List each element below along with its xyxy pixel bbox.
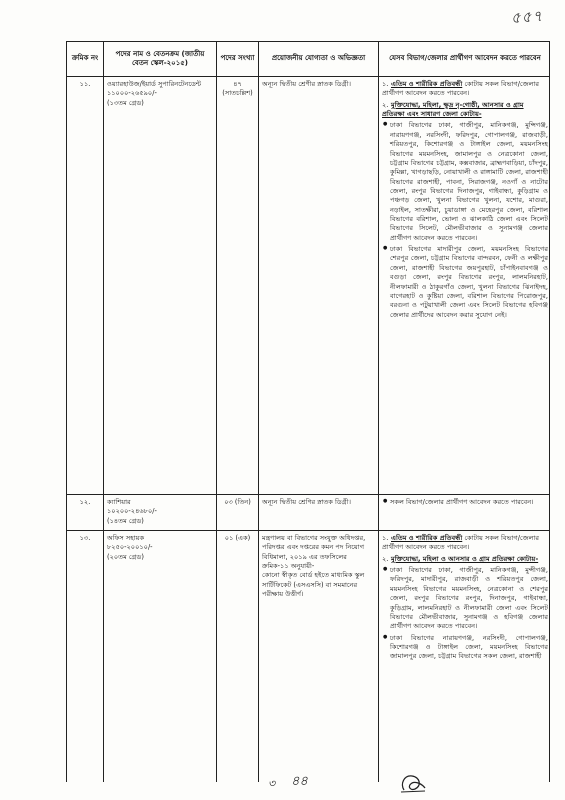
count-cell: ০৩ (তিন)	[217, 495, 259, 530]
quota-title: মুক্তিযোদ্ধা, মহিলা ও আনসার ও গ্রাম প্রতিরক্ষা কোটায়-	[391, 554, 539, 563]
district-list	[382, 566, 548, 662]
serial-cell: ১২.	[67, 495, 104, 530]
post-name: ওয়্যারহাউজ/ইয়ার্ড সুপারিনটেনডেন্ট	[107, 80, 202, 88]
list-item: ● ঢাকা বিভাগের মাদারীপুর জেলা, ময়মনসিংহ বিভাগের শেরপুর জেলা, চট্টগ্রাম বিভাগের বান্দরবন, ফেনী ও লক্ষীপুর জেলা, রাজশাহী বিভাগের জয়পুরহাট, চাঁপাইনবাবগঞ্জ ও বগুড়া জেলা, রংপুর বিভাগের রংপুর, লালমনিরহাট, নীলফামারী ও ঠাকুরগাঁও জেলা, খুলনা বিভাগের ঝিনাইদহ, বাগেরহাট ও কুষ্টিয়া জেলা, বরিশাল বিভাগের পিরোজপুর, বরগুনা ও পটুয়াখালী জেলা এবং সিলেট বিভাগের হবিগঞ্জ জেলার প্রার্থীদের আবেদন করার সুযোগ নেই।	[390, 245, 548, 320]
header-district: যেসব বিভাগ/জেলার প্রার্থীগণ আবেদন করতে পারবেন	[379, 42, 550, 77]
qualification-rule: মন্ত্রণালয় বা বিভাগের সংযুক্ত অধিদপ্তর, পরিদপ্তর এবং দপ্তরের কমন পদ নিয়োগ বিধিমালা, ২০১৯ এর তফসিলের ক্রমিক-১১ অনুযায়ী-	[262, 534, 366, 571]
post-cell	[104, 531, 217, 782]
quota-title: এতিম ও শারীরিক প্রতিবন্ধী	[391, 80, 463, 88]
district-list	[382, 498, 548, 507]
pay-grade: (১৩তম গ্রেড)	[107, 98, 144, 107]
header-serial: ক্রমিক নং	[67, 42, 104, 77]
district-cell	[379, 531, 550, 782]
qualification-cell: অন্যূন দ্বিতীয় শ্রেণীর স্নাতক ডিগ্রী।	[259, 77, 379, 494]
table-header	[67, 42, 549, 77]
serial-cell: ১১.	[67, 77, 104, 494]
table-row	[67, 77, 549, 495]
table-row	[67, 531, 549, 782]
list-item: ● ঢাকা বিভাগের ঢাকা, গাজীপুর, মানিকগঞ্জ, মুন্সিগঞ্জ, নারায়ণগঞ্জ, নরসিংদী, ফরিদপুর, গোপালগঞ্জ, রাজবাড়ী, শরিয়তপুর, কিশোরগঞ্জ ও টাঙ্গাইল জেলা, ময়মনসিংহ বিভাগের ময়মনসিংহ, জামালপুর ও নেত্রকোনা জেলা, চট্টগ্রাম বিভাগের চট্টগ্রাম, কক্সবাজার, ব্রাহ্মণবাড়িয়া, চাঁদপুর, কুমিল্লা, খাগড়াছড়ি, নোয়াখালী ও রাঙ্গামাটি জেলা, রাজশাহী বিভাগের রাজশাহী, পাবনা, সিরাজগঞ্জ, নওগাঁ ও নাটোর জেলা, রংপুর বিভাগের দিনাজপুর, গাইবান্ধা, কুড়িগ্রাম ও পঞ্চগড় জেলা, খুলনা বিভাগের খুলনা, যশোর, মাগুরা, নড়াইল, সাতক্ষীরা, চুয়াডাঙ্গা ও মেহেরপুর জেলা, বরিশাল বিভাগের বরিশাল, ভোলা ও ঝালকাঠি জেলা এবং সিলেট বিভাগের সিলেট, মৌলভীবাজার ও সুনামগঞ্জ জেলার প্রার্থীগণ আবেদন করতে পারবেন।	[390, 121, 548, 243]
list-item: ● ঢাকা বিভাগের নারায়ণগঞ্জ, নরসিংদী, গোপালগঞ্জ, কিশোরগঞ্জ ও টাঙ্গাইল জেলা, ময়মনসিংহ বিভাগের জামালপুর জেলা, চট্টগ্রাম বিভাগের সকল জেলা, রাজশাহী	[390, 634, 548, 662]
qualification-detail: কোনো স্বীকৃত বোর্ড হইতে মাধ্যমিক স্কুল সার্টিফিকেট (এসএসসি) বা সমমানের পরীক্ষায় উত্তীর্ণ।	[262, 571, 365, 599]
quota-clause: ১. এতিম ও শারীরিক প্রতিবন্ধী কোটায় সকল বিভাগ/জেলার প্রার্থীগণ আবেদন করতে পারবেন।	[382, 80, 539, 98]
pay-scale: ৮২৫০-২০০১০/-	[107, 543, 153, 552]
header-count: পদের সংখ্যা	[217, 42, 259, 77]
quota-clause: ২. মুক্তিযোদ্ধা, মহিলা ও আনসার ও গ্রাম প্রতিরক্ষা কোটায়-	[382, 554, 539, 563]
pay-grade: (১৪তম গ্রেড)	[107, 516, 144, 525]
footer-initials: ৪৪	[291, 774, 308, 789]
header-qualification: প্রয়োজনীয় যোগ্যতা ও অভিজ্ঞতা	[259, 42, 379, 77]
district-cell	[379, 495, 550, 530]
district-list	[382, 121, 548, 320]
list-item: ● ঢাকা বিভাগের ঢাকা, গাজীপুর, মানিকগঞ্জ, মুন্সীগঞ্জ, ফরিদপুর, মাদারীপুর, রাজবাড়ী ও শরিয়তপুর জেলা, ময়মনসিংহ বিভাগের ময়মনসিংহ, নেত্রকোনা ও শেরপুর জেলা, রংপুর বিভাগের রংপুর, দিনাজপুর, গাইবান্ধা, কুড়িগ্রাম, লালমনিরহাট ও নীলফামারী জেলা এবং সিলেট বিভাগের মৌলভীবাজার, সুনামগঞ্জ ও হবিগঞ্জ জেলার প্রার্থীগণ আবেদন করতে পারবেন।	[390, 566, 548, 632]
post-cell	[104, 495, 217, 530]
page-number: ৫৫৭	[510, 6, 544, 28]
district-cell	[379, 77, 550, 494]
qualification-cell: অন্যূন দ্বিতীয় শ্রেণির স্নাতক ডিগ্রী।	[259, 495, 379, 530]
page-footer	[0, 772, 565, 796]
pay-scale: ১০২০০-২৪৬৮০/-	[107, 507, 157, 516]
quota-title: এতিম ও শারীরিক প্রতিবন্ধী	[391, 534, 463, 542]
quota-title: মুক্তিযোদ্ধা, মহিলা, ক্ষুদ্র নৃ-গোষ্ঠী, আনসার ও গ্রাম প্রতিরক্ষা এবং সাধারণ জেলা কোটায়-	[382, 100, 524, 119]
list-item: ● সকল বিভাগ/জেলার প্রার্থীগণ আবেদন করতে পারবেন।	[390, 498, 548, 507]
count-cell: ৪৭ (সাতচল্লিশ)	[217, 77, 259, 494]
quota-clause: ২. মুক্তিযোদ্ধা, মহিলা, ক্ষুদ্র নৃ-গোষ্ঠী, আনসার ও গ্রাম প্রতিরক্ষা এবং সাধারণ জেলা কোটায়-	[382, 100, 524, 119]
quota-clause: ১. এতিম ও শারীরিক প্রতিবন্ধী কোটায় সকল বিভাগ/জেলার প্রার্থীগণ আবেদন করতে পারবেন।	[382, 534, 539, 552]
pay-scale: ১১০০০-২৬৫৯০/-	[107, 89, 157, 98]
serial-cell: ১৩.	[67, 531, 104, 782]
post-name: অফিস সহায়ক	[107, 534, 145, 542]
qualification-cell	[259, 531, 379, 782]
post-name: ক্যাশিয়ার	[107, 498, 131, 506]
header-post: পদের নাম ও বেতনক্রম (জাতীয় বেতন স্কেল-২০১৫)	[104, 42, 217, 77]
pay-grade: (২০তম গ্রেড)	[107, 552, 144, 561]
signature-icon	[398, 770, 428, 796]
table-row	[67, 495, 549, 531]
count-cell: ০১ (এক)	[217, 531, 259, 782]
footer-page-number: ৩	[268, 777, 276, 790]
post-cell	[104, 77, 217, 494]
recruitment-table	[66, 41, 550, 782]
